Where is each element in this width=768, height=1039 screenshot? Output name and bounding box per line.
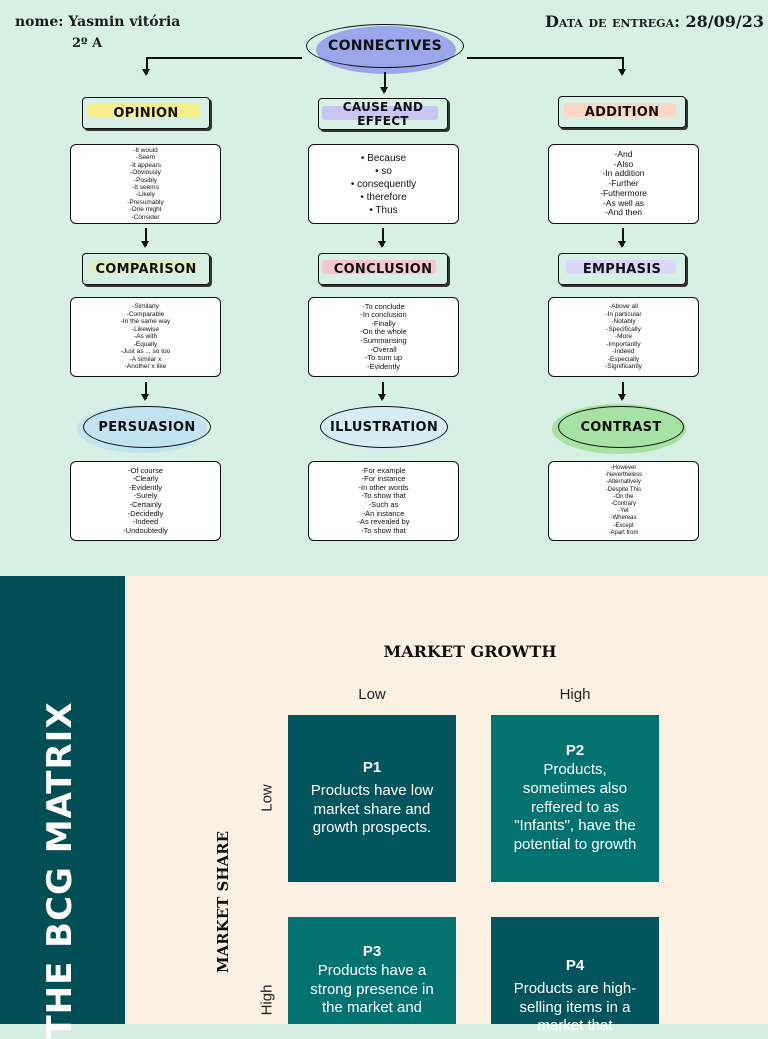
list-item: • Because (360, 152, 407, 164)
list-item: -Specifically (606, 325, 641, 333)
cell-text: Products have a strong presence in the market and (310, 961, 434, 1017)
list-item: -In particular (605, 310, 642, 318)
list-item: -Obviously (130, 169, 161, 177)
arrow-to-comparison (145, 228, 147, 246)
list-item: -It would (133, 146, 158, 154)
connectives-oval (306, 24, 464, 68)
list-item: -For example (361, 465, 406, 475)
opinion-title-box (82, 97, 210, 129)
cell-id: P1 (362, 759, 382, 776)
cell-id: P4 (565, 957, 585, 974)
list-item: -Presumably (127, 198, 164, 206)
list-item: -Decidedly (127, 508, 164, 518)
list-item: -In conclusion (360, 310, 407, 320)
list-item: -Evidently (129, 482, 162, 492)
list-item: -A similar x (129, 355, 162, 363)
list-item: • consequently (350, 178, 417, 190)
list-item: -To show that (361, 525, 406, 535)
list-item: -Evidently (367, 361, 400, 371)
arrow-to-addition (622, 57, 624, 74)
connector-right (467, 57, 623, 59)
list-item: -However (610, 465, 637, 472)
list-item: -More (615, 333, 632, 341)
list-item: -Above all (609, 303, 638, 311)
list-item: -Futhermore (600, 187, 647, 198)
arrow-to-conclusion (382, 228, 384, 246)
list-item: -Indeed (132, 517, 159, 527)
cause-effect-list (308, 144, 459, 224)
list-item: -One might (129, 206, 162, 214)
list-item: -In the same way (120, 318, 171, 326)
list-item: -Undoubtedly (123, 525, 168, 535)
list-item: -To sum up (364, 353, 403, 363)
list-item: -Alternatively (606, 479, 641, 486)
list-item: -Clearly (132, 474, 159, 484)
arrow-to-persuasion (145, 382, 147, 399)
market-share-label: MARKET SHARE (214, 830, 232, 974)
list-item: -And (614, 148, 633, 159)
addition-title: ADDITION (584, 104, 660, 120)
student-grade: 2º A (72, 36, 103, 51)
list-item: -As well as (602, 197, 645, 208)
connector-left (146, 57, 302, 59)
list-item: -In addition (602, 168, 645, 179)
list-item: -Comparable (126, 310, 165, 318)
comparison-title: COMPARISON (95, 261, 197, 277)
connectives-title: CONNECTIVES (328, 38, 442, 54)
list-item: -In other words (358, 482, 409, 492)
list-item: -Equally (133, 340, 158, 348)
cause-effect-title-box (318, 98, 448, 130)
market-growth-label: MARKET GROWTH (383, 642, 557, 661)
cell-text: Products are high-selling items in a market that (513, 979, 637, 1035)
list-item: -Apart from (608, 529, 639, 536)
cause-effect-title: CAUSE AND EFFECT (342, 100, 424, 128)
bcg-cell-p4 (491, 917, 659, 1035)
growth-high-label: High (559, 686, 591, 703)
contrast-oval (558, 406, 684, 448)
share-low-label: Low (258, 784, 276, 812)
contrast-list (548, 461, 699, 541)
list-item: • so (375, 165, 392, 177)
list-item: -Notably (611, 318, 636, 326)
persuasion-oval (83, 406, 211, 448)
cell-id: P3 (362, 943, 382, 960)
list-item: -For instance (361, 474, 406, 484)
emphasis-title: EMPHASIS (582, 261, 662, 277)
addition-title-box (558, 96, 686, 128)
list-item: -Of course (127, 465, 163, 475)
list-item: -An instance (362, 508, 405, 518)
bcg-cell-p3 (288, 917, 456, 1024)
opinion-title: OPINION (113, 105, 179, 121)
conclusion-list (308, 297, 459, 377)
list-item: -On the whole (360, 327, 407, 337)
arrow-to-emphasis (622, 228, 624, 246)
list-item: • therefore (360, 191, 407, 203)
cell-text: Products, sometimes also reffered to as "Infants", have the potential to growth (513, 761, 637, 853)
list-item: -Importantly (606, 340, 641, 348)
cell-id: P2 (565, 742, 585, 760)
list-item: -As revealed by (357, 517, 410, 527)
bcg-title: THE BCG MATRIX (40, 701, 80, 1039)
growth-low-label: Low (358, 686, 386, 703)
list-item: -Such as (368, 500, 399, 509)
arrow-to-illustration (382, 382, 384, 399)
list-item: -As with (133, 333, 158, 341)
list-item: -To show that (361, 491, 406, 501)
illustration-title: ILLUSTRATION (329, 419, 439, 435)
list-item: -It seems (132, 184, 159, 191)
comparison-title-box (82, 253, 210, 285)
list-item: -Significantly (605, 363, 642, 371)
emphasis-list (548, 297, 699, 377)
emphasis-title-box (558, 253, 686, 285)
illustration-oval (320, 406, 448, 448)
list-item: -Another x like (124, 363, 167, 371)
list-item: -Just as ... so too (120, 348, 171, 356)
list-item: -Except (613, 522, 634, 529)
bcg-cell-p1 (288, 715, 456, 882)
cell-text: Products have low market share and growth prospects. (310, 781, 434, 837)
arrow-to-contrast (622, 382, 624, 399)
persuasion-title: PERSUASION (98, 419, 196, 435)
illustration-list (308, 461, 459, 541)
list-item: -Especially (607, 355, 640, 363)
list-item: -Contrary (610, 501, 636, 507)
bcg-cell-p2 (491, 715, 659, 882)
student-name: nome: Yasmin vitória (15, 14, 181, 30)
list-item: -Consider (131, 213, 160, 221)
share-high-label: High (258, 984, 276, 1016)
list-item: -Seem (135, 154, 156, 162)
list-item: -Indeed (612, 348, 635, 356)
list-item: -Finally (371, 318, 396, 328)
list-item: -It appears (129, 161, 162, 169)
list-item: -Certainly (129, 500, 162, 509)
conclusion-title-box (318, 253, 448, 285)
arrow-to-opinion (146, 57, 148, 74)
list-item: -Likewise (131, 325, 160, 333)
conclusion-title: CONCLUSION (333, 261, 433, 277)
persuasion-list (70, 461, 221, 541)
contrast-title: CONTRAST (580, 419, 662, 435)
list-item: -And then (605, 207, 642, 218)
list-item: -Further (608, 178, 639, 189)
list-item: -Similarly (132, 303, 159, 311)
list-item: -Summarising (360, 336, 407, 345)
list-item: -Surely (133, 491, 158, 501)
list-item: -Despite This (605, 486, 642, 493)
list-item: • Thus (369, 204, 398, 216)
list-item: -Nevertheless (604, 472, 642, 479)
arrow-to-cause (384, 72, 386, 92)
list-item: -Posibly (133, 176, 158, 184)
opinion-list (70, 144, 221, 224)
list-item: -Also (613, 158, 634, 169)
list-item: -Overall (370, 344, 397, 354)
comparison-list (70, 297, 221, 377)
list-item: -On the (613, 493, 634, 500)
list-item: -Yet (618, 508, 629, 515)
addition-list (548, 144, 699, 224)
list-item: -Likely (136, 191, 155, 199)
list-item: -Whereas (610, 515, 637, 522)
due-date: Data de entrega: 28/09/23 (545, 12, 765, 31)
list-item: -To conclude (362, 301, 405, 311)
